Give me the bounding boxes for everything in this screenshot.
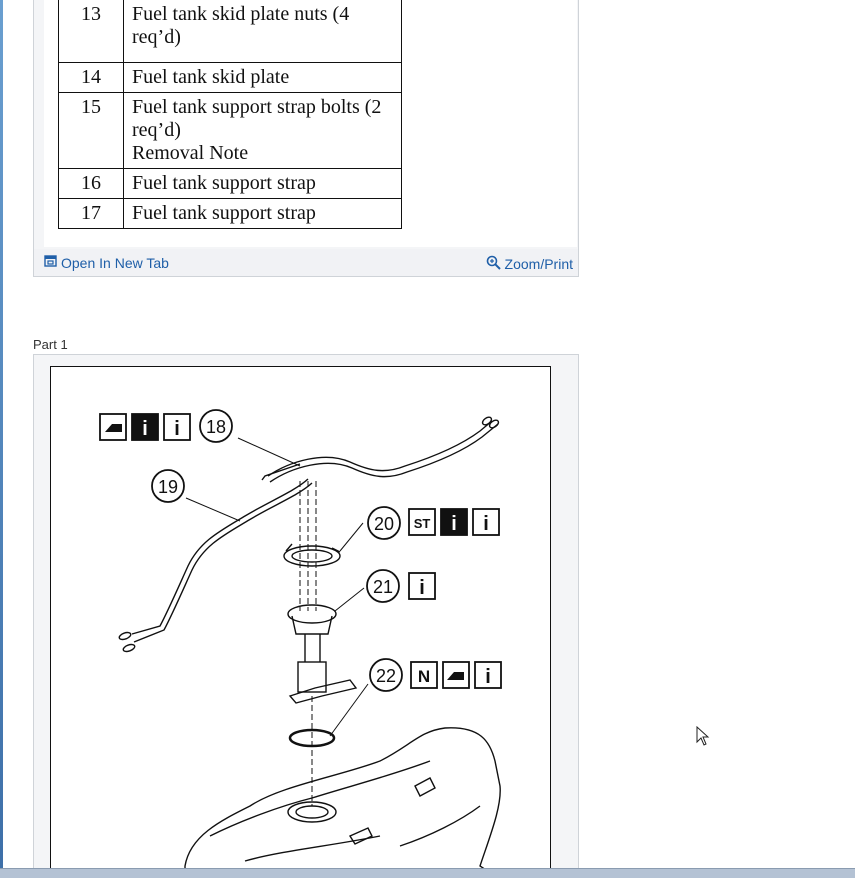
zoom-print-label: Zoom/Print	[504, 256, 573, 272]
part-description: Fuel tank skid plate	[124, 63, 402, 93]
part-description: Fuel tank support strap bolts (2 req’d)	[132, 96, 382, 141]
part-number: 14	[59, 63, 124, 93]
lock-ring	[284, 544, 340, 566]
fuel-pump-module	[288, 605, 356, 703]
part-description: Fuel tank support strap	[124, 169, 402, 199]
table-row	[59, 63, 402, 93]
figure-title: Part 1	[33, 337, 68, 352]
zoom-print-button[interactable]	[486, 255, 573, 273]
part-number: 15	[59, 93, 124, 169]
removal-note: Removal Note	[132, 142, 249, 164]
table-row	[59, 199, 402, 229]
part-description: Fuel tank skid plate nuts (4 req’d)	[124, 0, 402, 63]
window-edge	[0, 0, 3, 877]
callout-19	[152, 470, 184, 502]
parts-table	[58, 0, 402, 229]
callout-number: 21	[372, 576, 393, 597]
info-symbol: i	[482, 512, 489, 535]
callout-18	[100, 410, 232, 442]
exploded-diagram	[50, 366, 551, 876]
callout-20	[368, 507, 499, 539]
part-number: 16	[59, 169, 124, 199]
part-description: Fuel tank support strap	[124, 199, 402, 229]
magnifier-icon	[486, 255, 501, 273]
callout-number: 20	[373, 513, 394, 534]
table-row	[59, 0, 402, 63]
new-part-symbol: N	[417, 666, 430, 686]
open-in-new-tab-icon	[44, 255, 57, 271]
fuel-line-left	[118, 476, 312, 653]
callout-number: 19	[157, 476, 178, 497]
fuel-line-right	[262, 415, 500, 481]
torque-symbol: ST	[413, 515, 430, 531]
open-in-new-tab-label: Open In New Tab	[61, 255, 169, 271]
callout-number: 18	[205, 416, 226, 437]
info-symbol: i	[141, 417, 148, 440]
info-symbol: i	[173, 417, 180, 440]
figure-panel-top	[33, 0, 579, 277]
callout-22	[370, 659, 501, 691]
part-number: 13	[59, 0, 124, 63]
info-symbol: i	[450, 512, 457, 535]
fuel-tank	[185, 727, 500, 875]
table-row	[59, 169, 402, 199]
info-symbol: i	[418, 576, 425, 599]
info-symbol: i	[484, 665, 491, 688]
mouse-pointer-icon	[696, 726, 710, 751]
open-in-new-tab-button[interactable]	[44, 255, 169, 271]
table-paper	[44, 0, 577, 247]
table-row	[59, 93, 402, 169]
callout-21	[367, 570, 435, 602]
figure-toolbar	[34, 249, 578, 276]
part-description-cell	[124, 93, 402, 169]
callout-number: 22	[375, 665, 396, 686]
part-number: 17	[59, 199, 124, 229]
